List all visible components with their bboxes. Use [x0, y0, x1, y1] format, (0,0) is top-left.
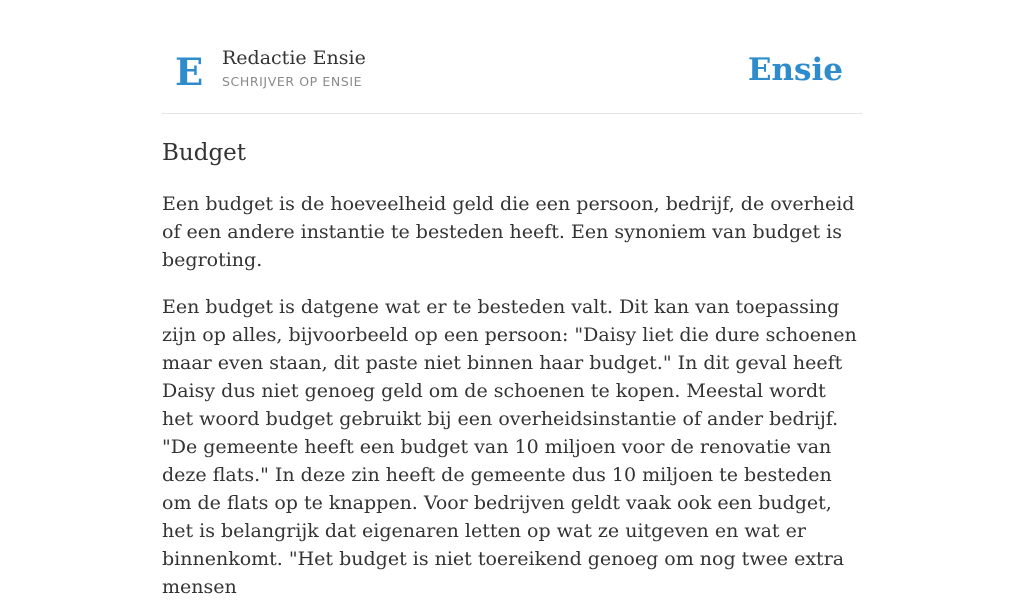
article-paragraph: Een budget is de hoeveelheid geld die een persoon, bedrijf, de overheid of een andere instantie te besteden heeft. Een synoniem van budget is begroting.: [162, 193, 855, 271]
author-role: SCHRIJVER OP ENSIE: [222, 74, 363, 89]
author-name[interactable]: Redactie Ensie: [222, 47, 366, 69]
ensie-logo-icon[interactable]: E: [175, 50, 204, 94]
article-title: Budget: [162, 140, 247, 166]
article-paragraph: Een budget is datgene wat er te besteden valt. Dit kan van toepassing zijn op alles, bijvoorbeeld op een persoon: "Daisy liet die dure schoenen maar even staan, dit paste niet binnen haar budget." In dit geval heeft Daisy dus niet genoeg geld om de schoenen te kopen. Meestal wordt het woord budget gebruikt bij een overheidsinstantie of ander bedrijf. "De gemeente heeft een budget van 10 miljoen voor de renovatie van deze flats." In deze zin heeft de gemeente dus 10 miljoen te besteden om de flats op te knappen. Voor bedrijven geldt vaak ook een budget, het is belangrijk dat eigenaren letten op wat ze uitgeven en wat er binnenkomt. "Het budget is niet toereikend genoeg om nog twee extra mensen: [162, 296, 857, 598]
brand-logo[interactable]: Ensie: [747, 52, 843, 88]
author-header: [162, 40, 862, 114]
article: [162, 138, 862, 601]
